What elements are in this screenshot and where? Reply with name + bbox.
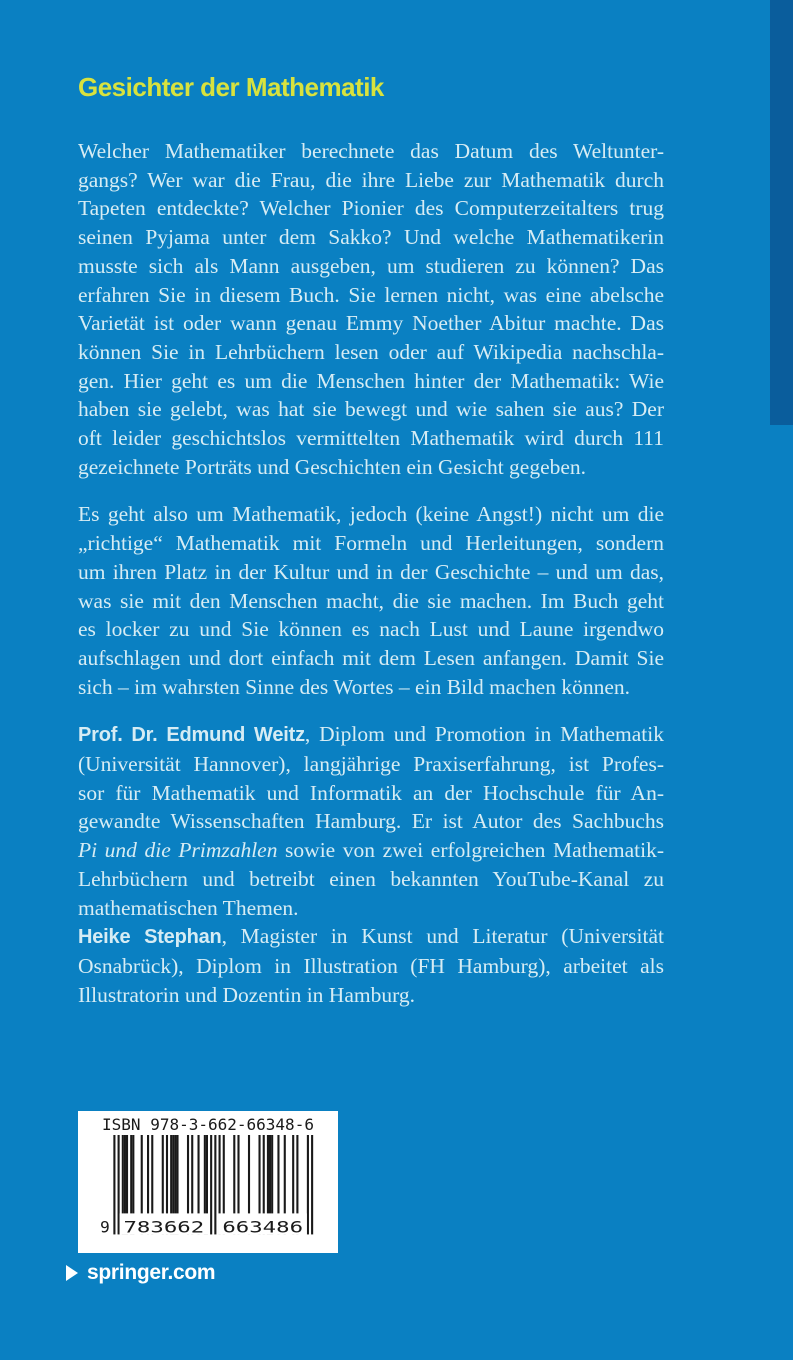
book-title: Gesichter der Mathematik: [78, 72, 384, 102]
text-segment: können Sie in Lehrbüchern lesen oder auf Wikipedia nachschla-: [78, 339, 664, 364]
text-line: [78, 367, 664, 396]
text-line: [78, 166, 664, 195]
text-segment: seinen Pyjama unter dem Sakko? Und welche Mathematikerin: [78, 225, 664, 250]
text-line: [78, 922, 664, 952]
text-segment: gezeichnete Porträts und Geschichten ein Gesicht gegeben.: [78, 454, 587, 479]
text-line: [78, 194, 664, 223]
text-segment: sor für Mathematik und Informatik an der Hochschule für An-: [78, 780, 664, 805]
text-line: [78, 395, 664, 424]
text-line: [78, 223, 664, 252]
isbn-barcode-box: [78, 1111, 338, 1253]
author-name: Heike Stephan: [78, 926, 222, 949]
text-line: [78, 558, 664, 587]
text-segment: Lehrbüchern und betreibt einen bekannten YouTube-Kanal zu: [78, 866, 664, 891]
svg-text:9: 9: [99, 1217, 110, 1237]
text-segment: Es geht also um Mathematik, jedoch (keine Angst!) nicht um die: [78, 502, 664, 527]
text-segment: gen. Hier geht es um die Menschen hinter der Mathematik: Wie: [78, 368, 664, 393]
text-line: [78, 720, 664, 750]
text-line: [78, 252, 664, 281]
text-line: [78, 673, 664, 702]
text-line: [78, 281, 664, 310]
text-line: [78, 981, 664, 1010]
text-line: [78, 529, 664, 558]
text-segment: erfahren Sie in diesem Buch. Sie lernen nicht, was eine abelsche: [78, 282, 664, 307]
text-line: [78, 865, 664, 894]
text-line: [78, 807, 664, 836]
text-segment: mathematischen Themen.: [78, 895, 299, 920]
text-segment: Varietät ist oder wann genau Emmy Noether Abitur machte. Das: [78, 311, 664, 336]
text-line: [78, 309, 664, 338]
text-segment: oft leider geschichtslos vermittelten Mathematik wird durch 111: [78, 426, 664, 451]
text-segment: gangs? Wer war die Frau, die ihre Liebe zur Mathematik durch: [78, 167, 664, 192]
text-segment: „richtige“ Mathematik mit Formeln und Herleitungen, sondern: [78, 531, 664, 556]
ean13-barcode: [99, 1135, 317, 1236]
blurb-text-block: [78, 137, 664, 1009]
play-triangle-icon: [66, 1265, 78, 1281]
text-segment: es locker zu und Sie können es nach Lust und Laune irgendwo: [78, 617, 664, 642]
text-segment: Illustratorin und Dozentin in Hamburg.: [78, 982, 415, 1007]
text-line: [78, 750, 664, 779]
text-segment: was sie mit den Menschen macht, die sie machen. Im Buch geht: [78, 588, 664, 613]
text-line: [78, 644, 664, 673]
text-segment: , Magister in Kunst und Literatur (Universität: [221, 924, 664, 949]
author-name: Prof. Dr. Edmund Weitz: [78, 724, 305, 747]
text-segment: um ihren Platz in der Kultur und in der Geschichte – und um das,: [78, 559, 664, 584]
text-segment: Osnabrück), Diplom in Illustration (FH Hamburg), arbeitet als: [78, 953, 664, 978]
text-segment: musste sich als Mann ausgeben, um studieren zu können? Das: [78, 253, 664, 278]
publisher-link: [66, 1261, 215, 1285]
paragraph: [78, 720, 664, 1009]
text-line: [78, 779, 664, 808]
text-line: [78, 453, 664, 482]
paragraph: [78, 500, 664, 701]
text-segment: sich – im wahrsten Sinne des Wortes – ein Bild machen können.: [78, 674, 630, 699]
text-segment: Tapeten entdeckte? Welcher Pionier des Computerzeitalters trug: [78, 196, 664, 221]
text-segment: Welcher Mathematiker berechnete das Datum des Weltunter-: [78, 139, 664, 163]
text-segment: (Universität Hannover), langjährige Praxiserfahrung, ist Profes-: [78, 752, 664, 777]
text-segment: sowie von zwei erfolgreichen Mathematik-: [277, 838, 664, 863]
publisher-url: springer.com: [87, 1261, 216, 1284]
svg-text:663486: 663486: [222, 1217, 304, 1237]
book-reference: Pi und die Primzahlen: [78, 838, 278, 863]
text-line: [78, 137, 664, 166]
svg-text:783662: 783662: [123, 1217, 205, 1237]
text-line: [78, 615, 664, 644]
spine-accent-strip: [770, 0, 793, 425]
text-line: [78, 836, 664, 865]
text-segment: haben sie gelebt, was hat sie bewegt und wie sahen sie aus? Der: [78, 397, 664, 422]
text-line: [78, 424, 664, 453]
text-line: [78, 587, 664, 616]
text-line: [78, 952, 664, 981]
text-segment: gewandte Wissenschaften Hamburg. Er ist Autor des Sachbuchs: [78, 809, 664, 834]
paragraph: [78, 137, 664, 481]
isbn-number: ISBN 978-3-662-66348-6: [102, 1115, 314, 1134]
text-line: [78, 894, 664, 923]
text-segment: aufschlagen und dort einfach mit dem Lesen anfangen. Damit Sie: [78, 645, 664, 670]
text-line: [78, 338, 664, 367]
text-segment: , Diplom und Promotion in Mathematik: [304, 722, 664, 747]
text-line: [78, 500, 664, 529]
